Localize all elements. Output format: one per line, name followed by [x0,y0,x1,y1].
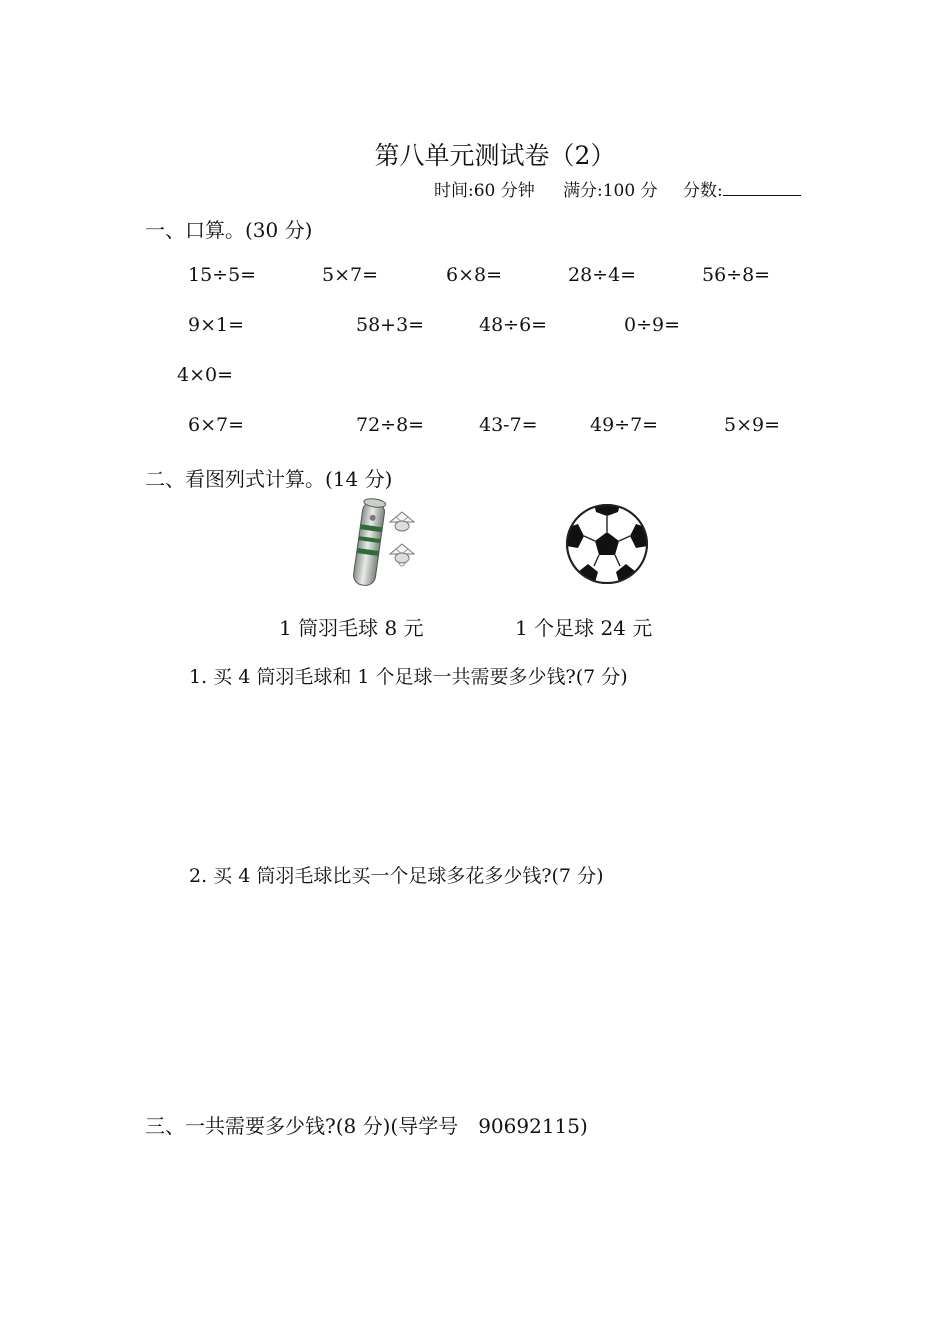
calc-item: 6×8= [446,264,503,286]
calc-item: 48÷6= [479,314,548,336]
score-blank[interactable] [723,179,801,196]
calc-item: 56÷8= [702,264,771,286]
calc-item: 5×9= [724,414,781,436]
badminton-caption: 1 筒羽毛球 8 元 [279,616,424,640]
score-label: 分数: [683,181,723,201]
calc-item: 0÷9= [624,314,681,336]
calc-item: 4×0= [177,364,234,386]
badminton-tube-icon [340,496,426,592]
calc-item: 15÷5= [188,264,257,286]
page-title: 第八单元测试卷（2） [374,141,616,170]
calc-item: 58+3= [356,314,425,336]
time-label: 时间:60 分钟 [434,181,535,201]
calc-item: 9×1= [188,314,245,336]
section2-heading: 二、看图列式计算。(14 分) [145,467,393,491]
calc-item: 28÷4= [568,264,637,286]
football-icon [564,502,650,586]
football-caption: 1 个足球 24 元 [515,616,653,640]
calc-item: 72÷8= [356,414,425,436]
question-2: 2. 买 4 筒羽毛球比买一个足球多花多少钱?(7 分) [189,865,604,887]
calc-item: 5×7= [322,264,379,286]
question-1: 1. 买 4 筒羽毛球和 1 个足球一共需要多少钱?(7 分) [189,666,628,688]
calc-item: 49÷7= [590,414,659,436]
section3-heading: 三、一共需要多少钱?(8 分)(导学号 90692115) [145,1114,588,1138]
full-score-label: 满分:100 分 [563,181,658,201]
section1-heading: 一、口算。(30 分) [145,218,313,242]
calc-item: 6×7= [188,414,245,436]
calc-item: 43-7= [479,414,538,436]
score-field[interactable] [683,176,801,201]
